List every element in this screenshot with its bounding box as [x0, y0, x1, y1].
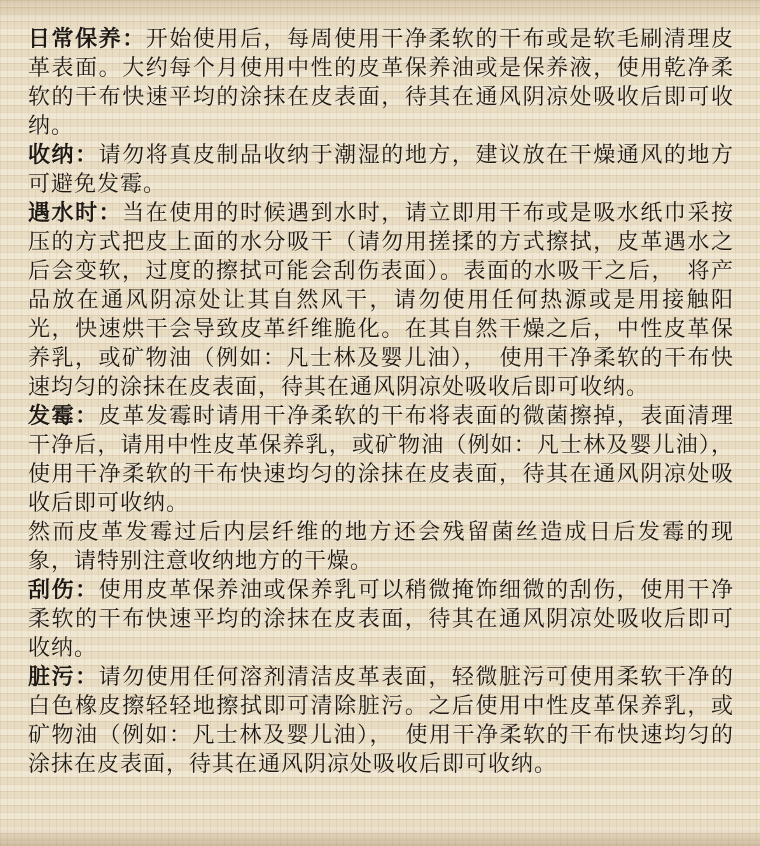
section-scratches-body: 使用皮革保养油或保养乳可以稍微掩饰细微的刮伤，使用干净柔软的干布快速平均的涂抹在皮表面，待其在通风阴凉处吸收后即可收纳。 — [28, 577, 734, 660]
section-mildew — [28, 401, 734, 517]
section-mildew-heading: 发霉： — [28, 403, 99, 428]
section-storage-heading: 收纳： — [28, 142, 99, 167]
section-scratches — [28, 575, 734, 662]
section-stains — [28, 662, 734, 778]
section-daily-care — [28, 24, 734, 140]
section-stains-heading: 脏污： — [28, 664, 99, 689]
section-water-exposure-heading: 遇水时： — [28, 200, 123, 225]
document-text — [28, 24, 734, 778]
section-water-exposure — [28, 198, 734, 401]
section-scratches-heading: 刮伤： — [28, 577, 99, 602]
section-daily-care-body: 开始使用后，每周使用干净柔软的干布或是软毛刷清理皮革表面。大约每个月使用中性的皮革保养油或是保养液，使用乾净柔软的干布快速平均的涂抹在皮表面，待其在通风阴凉处吸收后即可收纳。 — [28, 26, 734, 138]
section-daily-care-heading: 日常保养： — [28, 26, 146, 51]
section-stains-body: 请勿使用任何溶剂清洁皮革表面，轻微脏污可使用柔软干净的白色橡皮擦轻轻地擦拭即可清除脏污。之后使用中性皮革保养乳，或矿物油（例如：凡士林及婴儿油）， 使用干净柔软的干布快速均匀的涂抹在皮表面，待其在通风阴凉处吸收后即可收纳。 — [28, 664, 734, 776]
section-storage-body: 请勿将真皮制品收纳于潮湿的地方，建议放在干燥通风的地方可避免发霉。 — [28, 142, 734, 196]
section-storage — [28, 140, 734, 198]
section-mildew-note — [28, 517, 734, 575]
section-mildew-note-body: 然而皮革发霉过后内层纤维的地方还会残留菌丝造成日后发霉的现象，请特别注意收纳地方的干燥。 — [28, 519, 734, 573]
section-mildew-body: 皮革发霉时请用干净柔软的干布将表面的微菌擦掉，表面清理干净后，请用中性皮革保养乳，或矿物油（例如：凡士林及婴儿油），使用干净柔软的干布快速均匀的涂抹在皮表面，待其在通风阴凉处吸收后即可收纳。 — [28, 403, 734, 515]
section-water-exposure-body: 当在使用的时候遇到水时，请立即用干布或是吸水纸巾采按压的方式把皮上面的水分吸干（请勿用搓揉的方式擦拭，皮革遇水之后会变软，过度的擦拭可能会刮伤表面）。表面的水吸干之后， 将产品放在通风阴凉处让其自然风干，请勿使用任何热源或是用接触阳光，快速烘干会导致皮革纤维脆化。在其自然干燥之后，中性皮革保养乳，或矿物油（例如：凡士林及婴儿油）， 使用干净柔软的干布快速均匀的涂抹在皮表面，待其在通风阴凉处吸收后即可收纳。 — [28, 200, 734, 399]
